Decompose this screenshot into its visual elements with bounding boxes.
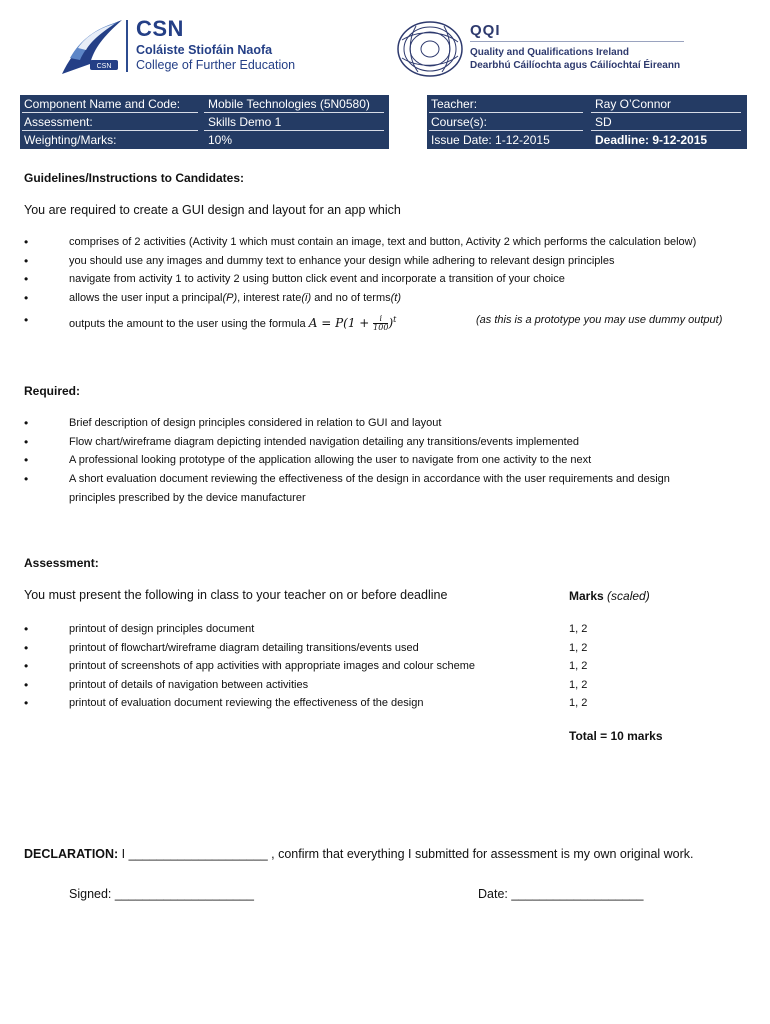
list-item: • printout of screenshots of app activities with appropriate images and colour scheme [24,657,544,676]
dummy-output-note: (as this is a prototype you may use dummy output) [476,314,723,327]
required-heading: Required: [24,384,81,398]
header-left-table [20,95,389,149]
header-value-teacher: Ray O’Connor [595,97,672,111]
header-label-course: Course(s): [431,115,488,129]
list-item: • outputs the amount to the user using the formula A = P(1 + $\frac{i}{100}$ )$^t$ (as this is a prototype you may use dummy output) [24,311,754,334]
header-issue-date: Issue Date: 1-12-2015 [431,133,550,147]
list-item: • A professional looking prototype of the application allowing the user to navigate from one activity to the next [24,451,754,470]
qqi-name-irish: Dearbhú Cáilíochta agus Cáilíochtaí Éireann [470,60,681,71]
csn-abbr: CSN [136,16,184,41]
marks-column [569,620,587,713]
list-item: • printout of design principles document [24,620,544,639]
required-list [24,414,754,488]
list-item: • allows the user input a principal(P), interest rate(i) and no of terms(t) [24,289,754,308]
csn-badge-text: CSN [96,63,112,70]
declaration-label: DECLARATION: [24,847,119,861]
formula: A = P(1 + $\frac{i}{100}$ )$^t$ [308,314,397,333]
list-item: • printout of details of navigation between activities [24,676,544,695]
header-rule [22,130,198,131]
marks-value: 1, 2 [569,660,588,673]
header-rule [591,112,741,113]
assessment-list [24,620,544,713]
csn-name-irish: Coláiste Stiofáin Naofa [136,43,273,57]
header-rule [22,112,198,113]
marks-value: 1, 2 [569,623,588,635]
header-deadline: Deadline: 9-12-2015 [595,133,708,147]
declaration [24,847,694,861]
guidelines-list [24,233,754,334]
header-rule [429,130,583,131]
list-item: • A short evaluation document reviewing the effectiveness of the design in accordance with the user requirements and design [24,470,754,489]
qqi-rule [470,41,684,42]
list-item: • navigate from activity 1 to activity 2 using button click event and incorporate a transition of your choice [24,270,754,289]
list-item: • you should use any images and dummy text to enhance your design while adhering to relevant design principles [24,252,754,271]
marks-heading: Marks (scaled) [569,589,650,603]
qqi-logo [396,20,696,80]
header-rule [429,112,583,113]
marks-value: 1, 2 [569,678,588,691]
header-rule [591,130,741,131]
header-value-weighting: 10% [208,133,233,147]
header-rule [204,112,384,113]
header-right-table [427,95,747,149]
marks-value: 1, 2 [569,697,588,710]
qqi-abbr: QQI [470,22,501,39]
guidelines-intro: You are required to create a GUI design and layout for an app which [24,203,401,217]
total-marks: Total = 10 marks [569,729,663,743]
csn-swoosh-icon [60,18,124,76]
list-item: • Brief description of design principles considered in relation to GUI and layout [24,414,754,433]
csn-name-english: College of Further Education [136,58,296,72]
declaration-text: I ____________________ , confirm that everything I submitted for assessment is my own original work. [118,847,694,861]
header-value-assessment: Skills Demo 1 [208,115,282,129]
list-item: • Flow chart/wireframe diagram depicting intended navigation detailing any transitions/events implemented [24,433,754,452]
header-label-teacher: Teacher: [431,97,478,111]
header-label-assessment: Assessment: [24,115,93,129]
assessment-heading: Assessment: [24,556,99,570]
header-value-course: SD [595,115,612,129]
required-item-continuation: principles prescribed by the device manufacturer [69,492,306,504]
list-item: • printout of flowchart/wireframe diagram detailing transitions/events used [24,639,544,658]
signed-line: Signed: ____________________ [69,887,254,901]
csn-divider [126,20,128,72]
assessment-intro: You must present the following in class to your teacher on or before deadline [24,588,448,602]
qqi-globe-icon [396,20,464,78]
list-item: • comprises of 2 activities (Activity 1 which must contain an image, text and button, Activity 2 which performs the calculation below) [24,233,754,252]
marks-value: 1, 2 [569,641,588,654]
header-rule [204,130,384,131]
header-value-component: Mobile Technologies (5N0580) [208,97,370,111]
csn-logo [60,18,310,78]
header-label-weighting: Weighting/Marks: [24,133,117,147]
date-line: Date: ___________________ [478,887,644,901]
qqi-name-english: Quality and Qualifications Ireland [470,47,629,58]
header-label-component: Component Name and Code: [24,97,181,111]
list-item: • printout of evaluation document reviewing the effectiveness of the design [24,694,544,713]
guidelines-heading: Guidelines/Instructions to Candidates: [24,171,245,185]
